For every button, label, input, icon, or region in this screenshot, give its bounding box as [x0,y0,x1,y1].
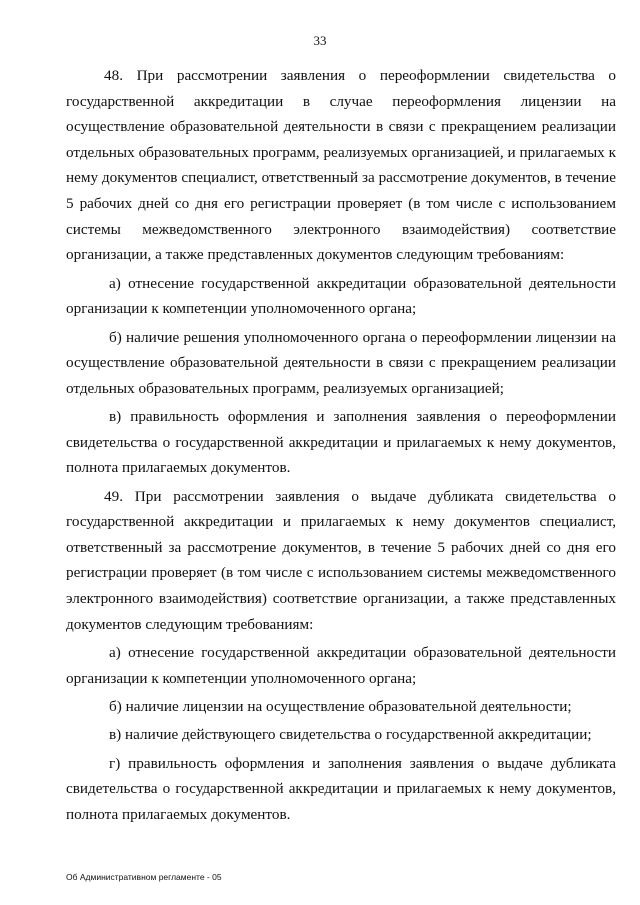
paragraph-49-item-g: г) правильность оформления и заполнения заявления о выдаче дубликата свидетельства о государственной аккредитации и прилагаемых к нему документов, полнота прилагаемых документов. [66,754,616,823]
paragraph-49-item-a: а) отнесение государственной аккредитации образовательной деятельности организации к компетенции уполномоченного органа; [66,644,616,687]
paragraph-48-item-v: в) правильность оформления и заполнения заявления о переоформлении свидетельства о государственной аккредитации и прилагаемых к нему документов, полнота прилагаемых документов. [66,408,616,477]
paragraph-48: 48. При рассмотрении заявления о переоформлении свидетельства о государственной аккредитации в случае переоформления лицензии на осуществление образовательной деятельности в связи с прекращением реализации отдельных образовательных программ, реализуемых организацией, и прилагаемых к нему документов специалист, ответственный за рассмотрение документов, в течение 5 рабочих дней со дня его регистрации проверяет (в том числе с использованием системы межведомственного электронного взаимодействия) соответствие организации, а также представленных документов следующим требованиям: [66,67,616,264]
paragraph-49-item-b: б) наличие лицензии на осуществление образовательной деятельности; [109,698,572,716]
document-body [66,63,616,830]
page-number: 33 [313,33,327,48]
paragraph-49-item-v: в) наличие действующего свидетельства о государственной аккредитации; [109,726,592,744]
document-footer: Об Административном регламенте - 05 [66,872,222,882]
paragraph-49: 49. При рассмотрении заявления о выдаче дубликата свидетельства о государственной аккредитации и прилагаемых к нему документов специалист, ответственный за рассмотрение документов, в течение 5 рабочих дней со дня его регистрации проверяет (в том числе с использованием системы межведомственного электронного взаимодействия) соответствие организации, а также представленных документов следующим требованиям: [66,487,616,633]
paragraph-48-item-a: а) отнесение государственной аккредитации образовательной деятельности организации к компетенции уполномоченного органа; [66,274,616,318]
paragraph-48-item-b: б) наличие решения уполномоченного органа о переоформлении лицензии на осуществление образовательной деятельности в связи с прекращением реализации отдельных образовательных программ, реализуемых организацией; [66,328,616,397]
